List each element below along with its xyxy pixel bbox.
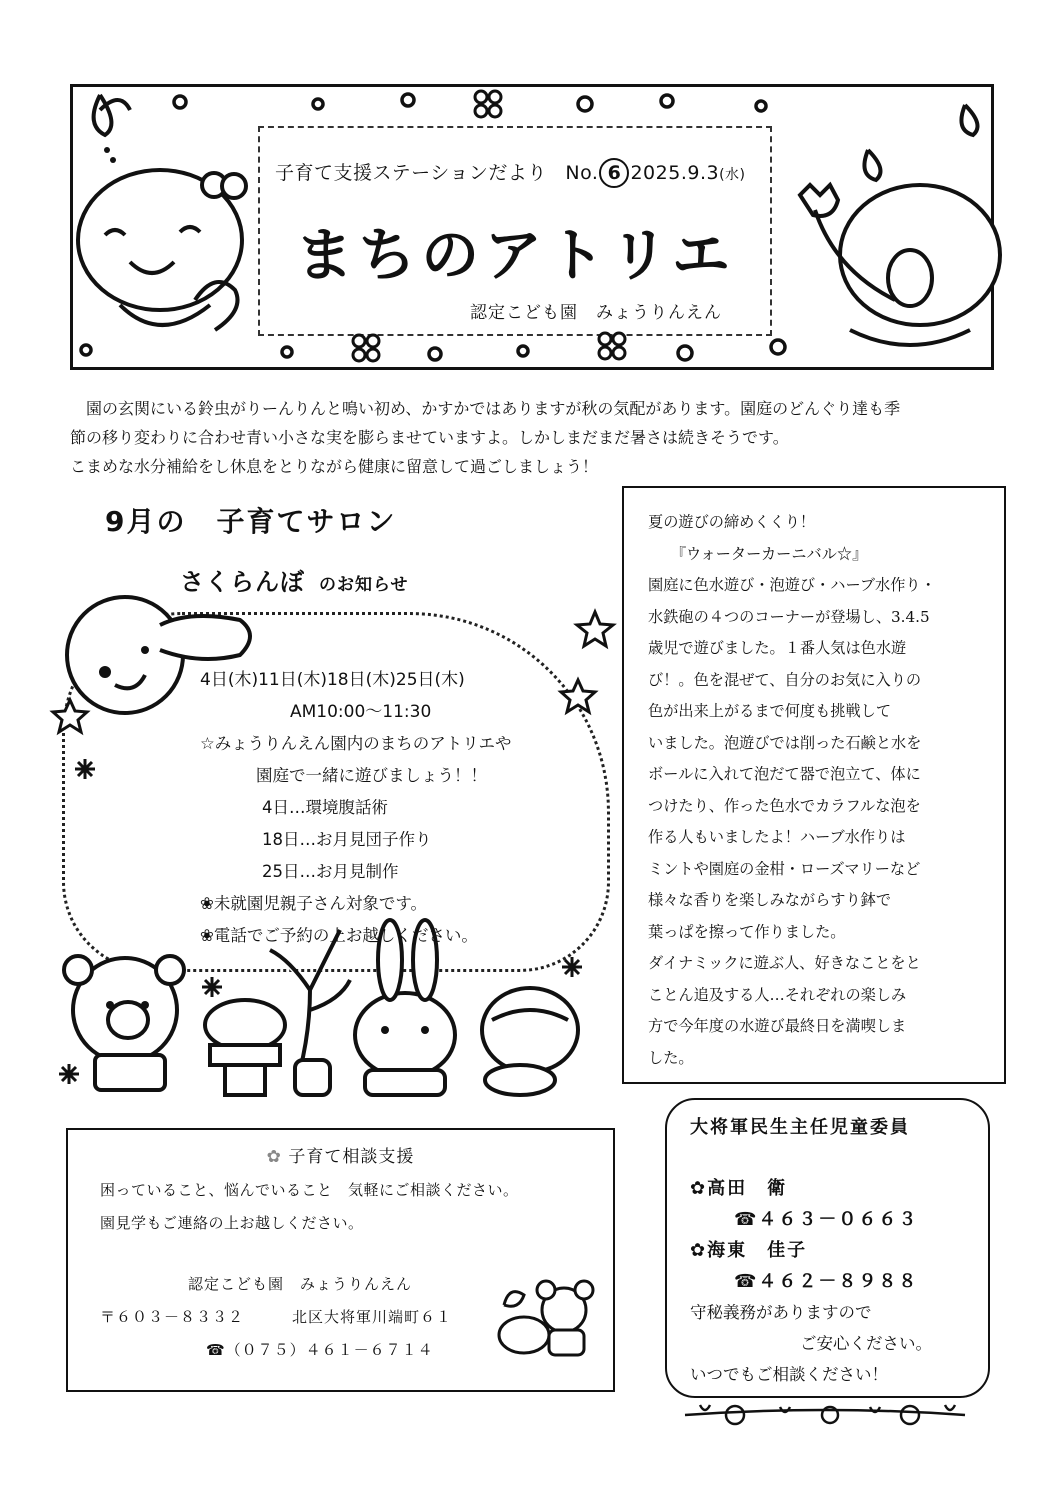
salon-invite: 園庭で一緒に遊びましょう！！ xyxy=(256,766,487,785)
rabbit-icon xyxy=(355,993,455,1077)
consultation-title: ✿ 子育て相談支援 xyxy=(266,1147,415,1167)
raccoon-icon xyxy=(482,988,578,1072)
committee-note: いつでもご相談ください！ xyxy=(690,1365,888,1384)
street-address: 北区大将軍川端町６１ xyxy=(292,1308,453,1326)
carnival-line: ダイナミックに遊ぶ人、好きなことをと xyxy=(648,954,921,972)
newsletter-subtitle xyxy=(275,158,746,188)
flower-icon: ✿ xyxy=(266,1147,289,1167)
committee-phone: ☎４６２－８９８８ xyxy=(734,1271,919,1292)
consultation-address xyxy=(100,1268,452,1367)
salon-name-text: さくらんぼ xyxy=(180,568,305,596)
issue-date: 2025.9.3 xyxy=(630,162,720,184)
boy-character xyxy=(800,105,1000,345)
carnival-line: ことん追及する人…それぞれの楽しみ xyxy=(648,985,907,1004)
issue-prefix: No. xyxy=(565,162,599,184)
sparkle-icon xyxy=(202,977,222,997)
carnival-line: 色が出来上がるまで何度も挑戦して xyxy=(648,702,891,720)
carnival-line: 歳児で遊びました。１番人気は色水遊 xyxy=(648,639,907,657)
carnival-line: 様々な香りを楽しみながらすり鉢で xyxy=(648,891,891,909)
star-icon xyxy=(53,700,87,732)
committee-person: ✿海東 佳子 xyxy=(690,1240,808,1261)
intro-paragraph xyxy=(70,394,1005,481)
flower-border-decoration xyxy=(680,1395,970,1435)
carnival-line: 水鉄砲の４つのコーナーが登場し、3.4.5 xyxy=(648,607,930,626)
sparkle-icon xyxy=(75,759,95,779)
salon-time: AM10:00～11:30 xyxy=(290,702,432,722)
postal-code: 〒６０３－８３３２ xyxy=(100,1308,245,1326)
intro-line: こまめな水分補給をし休息をとりながら健康に留意して過ごしましょう！ xyxy=(70,457,599,476)
committee-person: ✿高田 衛 xyxy=(690,1178,788,1199)
committee-title: 大将軍民生主任児童委員 xyxy=(690,1117,910,1138)
carnival-line: 夏の遊びの締めくくり！ xyxy=(648,513,816,531)
consultation-line: 園見学もご連絡の上お越しください。 xyxy=(100,1214,364,1232)
sparkle-icon xyxy=(562,957,582,977)
dango-icon xyxy=(205,1000,285,1050)
moon-icon xyxy=(67,597,183,713)
salon-heading: 9月の 子育てサロン xyxy=(105,505,397,538)
page-title: まちのアトリエ xyxy=(295,221,735,289)
station-label: 子育て支援ステーションだより xyxy=(275,162,547,184)
consultation-postal-address xyxy=(100,1301,452,1334)
consultation-phone: ☎（０７５）４６１－６７１４ xyxy=(206,1341,434,1359)
issue-weekday: (水) xyxy=(719,167,746,183)
carnival-line: いました。泡遊びでは削った石鹸と水を xyxy=(648,733,922,752)
salon-notice: のお知らせ xyxy=(319,575,409,595)
carnival-line: つけたり、作った色水でカラフルな泡を xyxy=(648,796,921,815)
intro-line: 園の玄関にいる鈴虫がりーんりんと鳴い初め、かすかではありますが秋の気配があります。園庭のどんぐり達も季 xyxy=(70,399,901,418)
carnival-line: ミントや園庭の金柑・ローズマリーなど xyxy=(648,859,921,878)
salon-invite: ☆みょうりんえん園内のまちのアトリエや xyxy=(200,734,512,753)
consultation-text xyxy=(100,1174,519,1240)
salon-event: 4日…環境腹話術 xyxy=(262,798,388,817)
committee-note: 守秘義務がありますので xyxy=(690,1303,872,1322)
salon-details xyxy=(200,664,511,952)
committee-text xyxy=(690,1112,932,1390)
salon-dates: 4日(木)11日(木)18日(木)25日(木) xyxy=(200,670,465,690)
girl-character xyxy=(78,95,246,330)
header-decoration xyxy=(0,0,1059,400)
carnival-line: び！。色を混ぜて、自分のお気に入りの xyxy=(648,670,922,689)
consultation-school: 認定こども園 みょうりんえん xyxy=(188,1275,413,1293)
sparkle-icon xyxy=(59,1064,79,1084)
salon-note: ❀電話でご予約の上お越しください。 xyxy=(200,926,478,945)
consultation-line: 困っていること、悩んでいること 気軽にご相談ください。 xyxy=(100,1181,519,1199)
carnival-line: 『ウォーターカーニバル☆』 xyxy=(648,544,868,563)
carnival-line: した。 xyxy=(648,1048,694,1067)
carnival-line: 園庭に色水遊び・泡遊び・ハーブ水作り・ xyxy=(648,576,936,594)
carnival-line: ボールに入れて泡だて器で泡立て、体に xyxy=(648,765,921,783)
salon-event: 18日…お月見団子作り xyxy=(262,830,432,849)
committee-note: ご安心ください。 xyxy=(800,1334,932,1353)
star-icon xyxy=(561,680,595,712)
carnival-line: 作る人もいましたよ！ハーブ水作りは xyxy=(648,828,906,846)
water-carnival-text xyxy=(648,507,988,1074)
school-name: 認定こども園 みょうりんえん xyxy=(470,303,722,323)
committee-phone: ☎４６３－０６６３ xyxy=(734,1209,919,1230)
carnival-line: 葉っぱを擦って作りました。 xyxy=(648,922,846,941)
issue-number: 6 xyxy=(599,158,629,188)
salon-event: 25日…お月見制作 xyxy=(262,862,399,881)
salon-note: ❀未就園児親子さん対象です。 xyxy=(200,894,428,913)
star-icon xyxy=(577,612,613,646)
mouse-character-icon xyxy=(494,1275,614,1375)
intro-line: 節の移り変わりに合わせ青い小さな実を膨らませていますよ。しかしまだまだ暑さは続きそうです。 xyxy=(70,428,789,447)
carnival-line: 方で今年度の水遊び最終日を満喫しま xyxy=(648,1017,907,1035)
